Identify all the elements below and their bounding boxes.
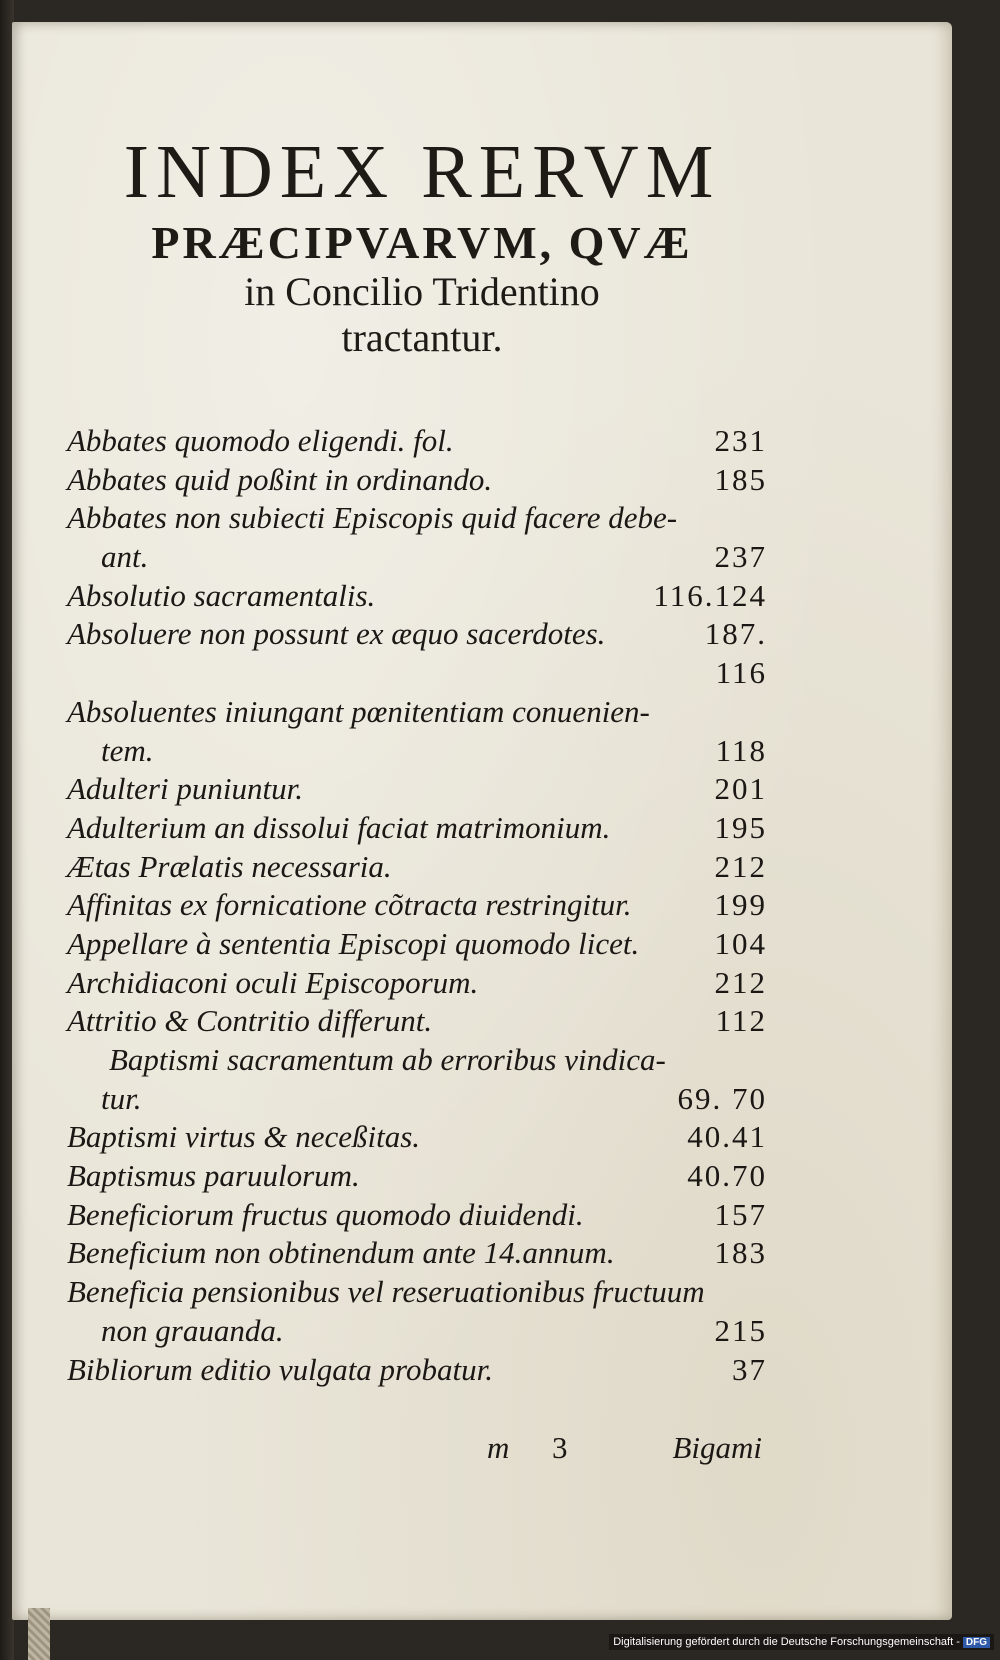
catchword: Bigami: [672, 1430, 762, 1465]
entry-page-number: 157: [714, 1196, 767, 1232]
signature-mark: m: [487, 1430, 510, 1465]
entry-text: Attritio & Contritio differunt.: [67, 1003, 433, 1039]
index-entry: [67, 1273, 767, 1312]
index-entry: [67, 538, 767, 577]
entry-text: Beneficiorum fructus quomodo diuidendi.: [67, 1196, 584, 1232]
book-page: [12, 22, 952, 1620]
entry-text: non grauanda.: [101, 1312, 284, 1348]
entry-text: ant.: [101, 539, 149, 575]
entry-page-number: 185: [714, 461, 767, 497]
entry-page-number: 40.41: [687, 1119, 767, 1155]
dfg-logo: DFG: [963, 1637, 990, 1648]
index-entry: [67, 1196, 767, 1235]
index-entry: [67, 615, 767, 654]
entry-text: Abbates quomodo eligendi. fol.: [67, 423, 454, 458]
index-entry: [67, 1002, 767, 1041]
entry-text: Baptismi virtus & neceßitas.: [67, 1119, 421, 1155]
entry-page-number: 118: [715, 732, 767, 768]
bookmark-ribbon: [28, 1608, 50, 1660]
entry-text: Adulterium an dissolui faciat matrimonium.: [67, 809, 611, 845]
entry-text: Absoluentes iniungant pœnitentiam conuenien-: [67, 693, 650, 729]
entry-page-number: 40.70: [687, 1158, 767, 1194]
entry-page-number: 116.124: [653, 577, 767, 613]
entry-text: Abbates non subiecti Episcopis quid facere debe-: [67, 500, 678, 536]
entry-text: tur.: [101, 1080, 142, 1116]
entry-text: Abbates quid poßint in ordinando.: [67, 461, 493, 497]
index-entry: [67, 732, 767, 771]
entry-page-number: 69. 70: [677, 1080, 767, 1116]
index-entry: [67, 1041, 767, 1080]
entry-text: Appellare à sententia Episcopi quomodo licet.: [67, 925, 640, 961]
entry-text: Affinitas ex fornicatione cõtracta restringitur.: [67, 887, 632, 923]
entry-page-number: 187.: [704, 616, 767, 652]
index-entry: [67, 1118, 767, 1157]
index-entry: [67, 499, 767, 538]
entry-text: Adulteri puniuntur.: [67, 771, 303, 807]
signature-number: 3: [552, 1430, 568, 1465]
index-entry: [67, 1234, 767, 1273]
entry-page-number: 212: [714, 964, 767, 1000]
index-entry: [67, 925, 767, 964]
entry-text: Archidiaconi oculi Episcoporum.: [67, 964, 479, 1000]
entry-text: Absoluere non possunt ex æquo sacerdotes.: [67, 616, 606, 652]
entry-text: Baptismi sacramentum ab erroribus vindica-: [109, 1042, 666, 1077]
entry-text: Baptismus paruulorum.: [67, 1158, 360, 1194]
entry-page-number: 201: [714, 771, 767, 807]
heading-line-2: PRÆCIPVARVM, QVÆ: [151, 217, 693, 268]
digitization-credit: [609, 1634, 994, 1650]
entry-page-number: 104: [714, 925, 767, 961]
index-entry: [67, 577, 767, 616]
index-entry: [67, 1351, 767, 1390]
entry-page-number: 237: [714, 539, 767, 575]
entry-page-number: 183: [714, 1235, 767, 1271]
page-footer: [52, 1430, 762, 1474]
entry-page-number: 215: [714, 1312, 767, 1348]
entry-text: tem.: [101, 732, 154, 768]
heading-line-1: INDEX RERVM: [123, 130, 721, 214]
index-entry: [67, 1157, 767, 1196]
entry-page-number: 195: [714, 809, 767, 845]
index-entry: [67, 1080, 767, 1119]
entry-page-number: 37: [732, 1351, 767, 1387]
index-entry: [67, 654, 767, 693]
index-entry: [67, 770, 767, 809]
entry-page-number: 112: [715, 1003, 767, 1039]
entry-page-number: 116: [715, 655, 767, 691]
index-entry: [67, 1312, 767, 1351]
index-entry: [67, 809, 767, 848]
index-entry: [67, 964, 767, 1003]
entry-text: Ætas Prælatis necessaria.: [67, 848, 392, 884]
index-entry: [67, 422, 767, 461]
entry-text: Beneficium non obtinendum ante 14.annum.: [67, 1235, 615, 1271]
index-entry: [67, 886, 767, 925]
entry-text: Bibliorum editio vulgata probatur.: [67, 1351, 493, 1387]
index-entry: [67, 693, 767, 732]
credit-text: Digitalisierung gefördert durch die Deutsche Forschungsgemeinschaft -: [613, 1636, 960, 1648]
index-entry: [67, 461, 767, 500]
entry-page-number: 199: [714, 887, 767, 923]
index-entries: [67, 422, 767, 1389]
entry-text: Beneficia pensionibus vel reseruationibus fructuum: [67, 1274, 705, 1310]
index-entry: [67, 848, 767, 887]
heading-line-3: in Concilio Tridentino: [244, 269, 600, 314]
entry-text: Absolutio sacramentalis.: [67, 577, 376, 613]
entry-page-number: 212: [714, 848, 767, 884]
heading-line-4: tractantur.: [341, 315, 503, 360]
entry-page-number: 231: [714, 423, 767, 458]
